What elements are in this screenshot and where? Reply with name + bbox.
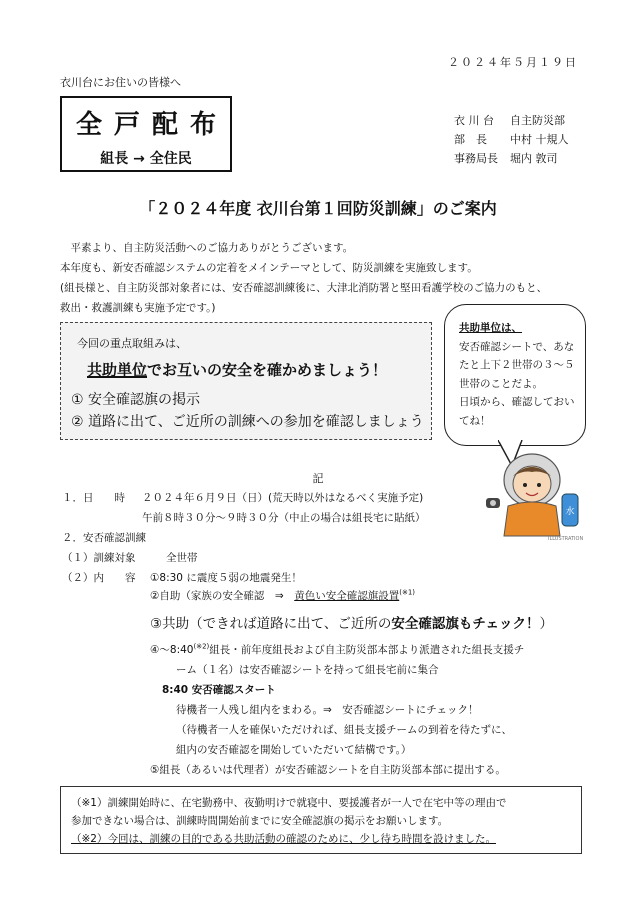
- wait-line-2: （待機者一人を確保いただければ、組長支援チームの到着を待たずに、: [176, 724, 512, 736]
- step-1: ①8:30 に震度５弱の地震発生！: [150, 572, 302, 584]
- section-2-heading: ２．安否確認訓練: [62, 532, 146, 544]
- org-value: 自主防災部: [510, 114, 565, 127]
- org-value: 堀内 敦司: [510, 152, 558, 165]
- focus-box: [60, 322, 432, 440]
- org-label: 部 長: [454, 133, 487, 146]
- wait-line-3: 組内の安否確認を開始していただいて結構です。）: [176, 744, 412, 756]
- bubble-line: [459, 319, 575, 338]
- content-label: （２）内 容: [62, 572, 136, 584]
- step-3-suffix: ）: [539, 616, 553, 632]
- intro-line: 救出・救護訓練も実施予定です。): [60, 302, 216, 314]
- focus-emphasis: [87, 359, 387, 380]
- rescue-worker-illustration-icon: [480, 448, 590, 538]
- bubble-line: たと上下２世帯の３～５: [459, 359, 575, 371]
- step-4-rest: 組長・前年度組長および自主防災部本部より派遣された組長支援チ: [209, 644, 525, 656]
- distribution-subtitle: 組長 → 全住民: [100, 151, 192, 167]
- date: ２０２４年５月１９日: [448, 56, 578, 69]
- step-4-line-2: ーム（１名）は安否確認シートを持って組長宅前に集合: [176, 664, 439, 676]
- distribution-box: [60, 96, 232, 172]
- note-1-line-2: 参加できない場合は、訓練時間開始前までに安全確認旗の掲示をお願いします。: [71, 815, 449, 827]
- date-value: ２０２４年６月９日（日）(荒天時以外はなるべく実施予定): [142, 492, 424, 504]
- intro-line: 本年度も、新安否確認システムの定着をメインテーマとして、防災訓練を実施致します。: [60, 262, 478, 274]
- org-line-3: [454, 150, 558, 166]
- main-title: 「２０２４年度 衣川台第１回防災訓練」のご案内: [139, 199, 497, 218]
- note-2: （※2）今回は、訓練の目的である共助活動の確認のために、少し待ち時間を設けました。: [71, 833, 496, 845]
- distribution-title: 全戸配布: [75, 110, 228, 140]
- org-label: 事務局長: [454, 152, 498, 165]
- focus-emphasis-rest: でお互いの安全を確かめましょう！: [147, 361, 388, 379]
- step-4-note: (※2): [193, 642, 210, 651]
- bubble-line: てね！: [459, 414, 491, 427]
- bubble-line: 世帯のことだよ。: [459, 377, 543, 390]
- org-value: 中村 十規人: [510, 133, 569, 146]
- target-label: （１）訓練対象: [62, 552, 136, 564]
- step-2-prefix: ②自助（家族の安全確認 ⇒: [150, 590, 295, 602]
- bubble-text: [459, 319, 575, 430]
- illustration-credit: ILLUSTRATION: [548, 536, 584, 542]
- bubble-line: 日頃から、確認しておい: [459, 396, 575, 408]
- step-5: ⑤組長（あるいは代理者）が安否確認シートを自主防災部本部に提出する。: [150, 764, 506, 776]
- step-2-note: (※1): [399, 588, 415, 597]
- focus-lead: 今回の重点取組みは、: [77, 337, 187, 350]
- focus-emphasis-underlined: 共助単位: [87, 361, 148, 379]
- time-value: 午前８時３０分～９時３０分（中止の場合は組長宅に貼紙）: [142, 512, 426, 524]
- svg-text:水: 水: [565, 507, 575, 517]
- step-3-prefix: ③共助（できれば道路に出て、ご近所の: [150, 616, 392, 632]
- wait-line-1: 待機者一人残し組内をまわる。⇒ 安否確認シートにチェック！: [176, 704, 479, 716]
- speech-bubble: [444, 304, 586, 446]
- target-value: 全世帯: [166, 552, 198, 564]
- date-label: １．日 時: [62, 492, 125, 504]
- notes-box: [60, 786, 582, 854]
- org-line-1: [454, 112, 565, 128]
- intro-line: (組長様と、自主防災部対象者には、安否確認訓練後に、大津北消防署と堅田看護学校のご協力のもと、: [60, 282, 548, 294]
- intro-line: 平素より、自主防災活動へのご協力ありがとうございます。: [60, 242, 354, 254]
- org-line-2: [454, 131, 569, 147]
- greeting: 衣川台にお住いの皆様へ: [60, 76, 181, 89]
- step-2-underlined: 黄色い安全確認旗設置: [294, 590, 400, 602]
- step-2: [150, 588, 415, 603]
- bubble-line: 安否確認シートで、あな: [459, 340, 575, 353]
- org-label: 衣 川 台: [454, 114, 494, 127]
- step-3: [150, 612, 553, 632]
- step-3-bold: 安全確認旗もチェック！: [391, 616, 540, 632]
- ki-heading: 記: [312, 472, 324, 485]
- bubble-line-underlined: 共助単位は、: [459, 322, 522, 334]
- start-label: 8:40 安否確認スタート: [162, 684, 276, 696]
- focus-item-1: ① 安全確認旗の掲示: [71, 392, 201, 408]
- step-4-prefix: ④～8:40: [150, 644, 194, 656]
- note-1-line-1: （※1）訓練開始時に、在宅勤務中、夜勤明けで就寝中、要援護者が一人で在宅中等の理由で: [71, 797, 507, 809]
- step-4: [150, 642, 524, 657]
- focus-item-2: ② 道路に出て、ご近所の訓練への参加を確認しましょう: [71, 414, 424, 430]
